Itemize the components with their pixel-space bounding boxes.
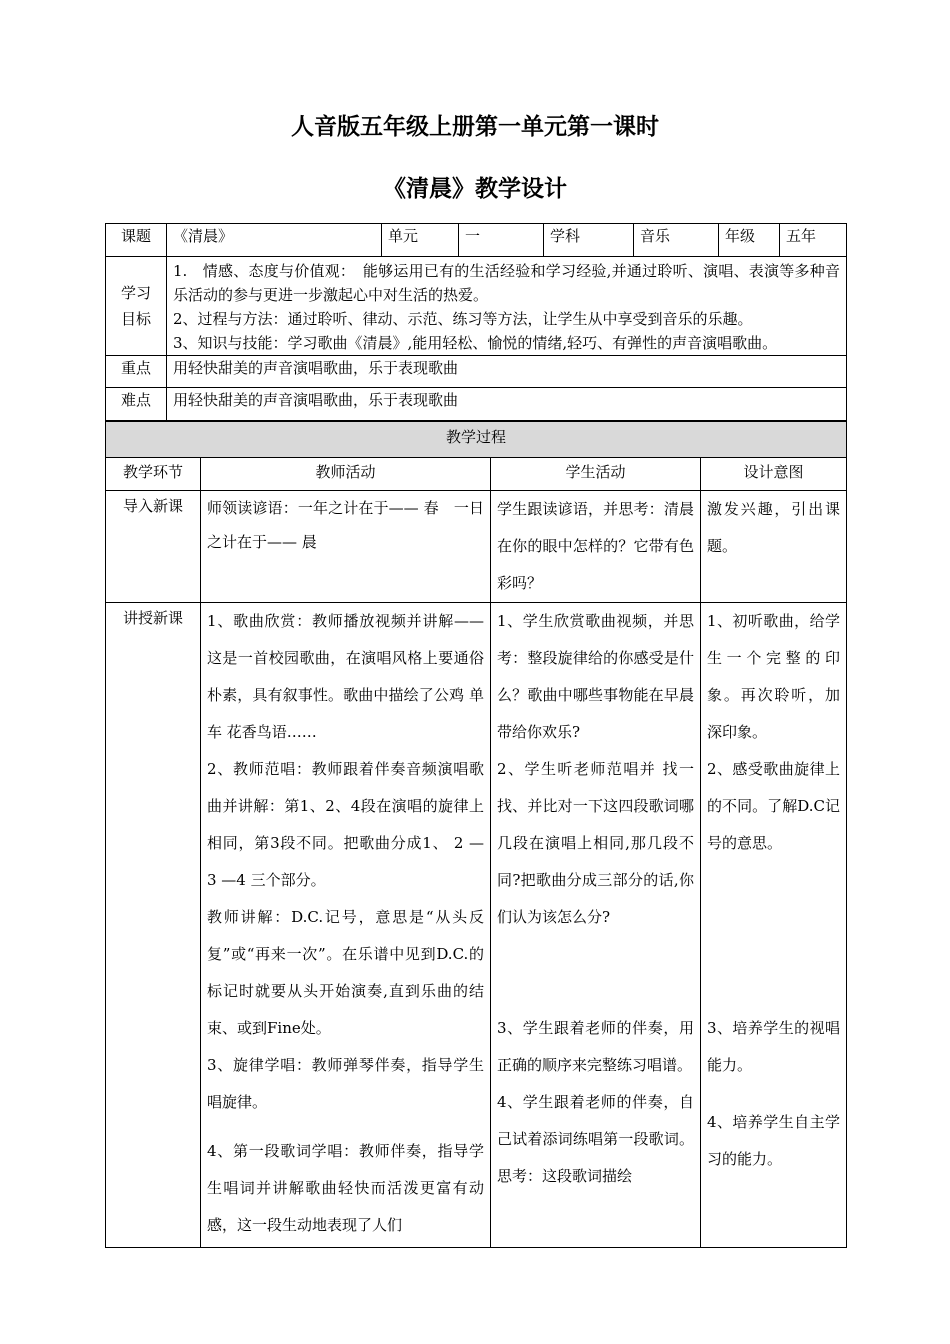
student-activity-item: 4、学生跟着老师的伴奏，自己试着添词练唱第一段歌词。思考：这段歌词描绘: [497, 1093, 694, 1185]
keti-label: 课题: [106, 224, 167, 257]
purpose-item: 1、初听歌曲，给学生一个完整的印象。再次聆听，加深印象。: [707, 612, 841, 741]
nianji-value: 五年: [780, 224, 847, 257]
purpose-item: 2、感受歌曲旋律上的不同。了解D.C记号的意思。: [707, 760, 841, 852]
nandian-value: 用轻快甜美的声音演唱歌曲，乐于表现歌曲: [167, 388, 847, 421]
intro-teacher: [201, 491, 491, 603]
zhongdian-label: 重点: [106, 356, 167, 388]
objective-item: 3、知识与技能：学习歌曲《清晨》,能用轻松、愉悦的情绪,轻巧、有弹性的声音演唱歌曲。: [173, 334, 778, 352]
teacher-activity-item: 4、第一段歌词学唱：教师伴奏，指导学生唱词并讲解歌曲轻快而活泼更富有动感，这一段生动地表现了人们: [207, 1142, 484, 1234]
column-purpose: 设计意图: [701, 458, 847, 491]
objectives-label-line2: 目标: [120, 310, 151, 328]
teacher-activity-item: 2、教师范唱：教师跟着伴奏音频演唱歌曲并讲解：第1、2、4段在演唱的旋律上相同，第3段不同。把歌曲分成1、 2 — 3 —4 三个部分。: [207, 760, 484, 889]
process-header-row: [106, 422, 847, 458]
xueke-value: 音乐: [634, 224, 719, 257]
nandian-label: 难点: [106, 388, 167, 421]
zhongdian-row: [106, 356, 847, 388]
purpose-item: 3、培养学生的视唱能力。: [707, 1019, 841, 1074]
danyuan-value: 一: [459, 224, 544, 257]
objective-item: 2、过程与方法：通过聆听、律动、示范、练习等方法，让学生从中享受到音乐的乐趣。: [173, 310, 753, 328]
intro-student: [491, 491, 701, 603]
danyuan-label: 单元: [382, 224, 459, 257]
spacer: [707, 862, 840, 1010]
zhongdian-value: 用轻快甜美的声音演唱歌曲，乐于表现歌曲: [167, 356, 847, 388]
process-table: [105, 421, 847, 1248]
info-row: [106, 224, 847, 257]
column-stage: 教学环节: [106, 458, 201, 491]
objectives-label: [106, 257, 167, 356]
objectives-row: [106, 257, 847, 356]
intro-student-text: 学生跟读谚语，并思考：清晨在你的眼中怎样的？它带有色彩吗？: [497, 500, 694, 592]
spacer: [207, 1121, 484, 1133]
lecture-purpose: [701, 603, 847, 1248]
teacher-activity-item: 1、歌曲欣赏：教师播放视频并讲解—— 这是一首校园歌曲，在演唱风格上要通俗朴素，具有叙事性。歌曲中描绘了公鸡 单车 花香鸟语……: [207, 612, 484, 741]
intro-purpose: [701, 491, 847, 603]
intro-stage: 导入新课: [106, 491, 201, 603]
document-title: 人音版五年级上册第一单元第一课时: [291, 113, 659, 140]
objective-item: 1. 情感、态度与价值观： 能够运用已有的生活经验和学习经验,并通过聆听、演唱、表演等多种音乐活动的参与更进一步激起心中对生活的热爱。: [173, 262, 840, 304]
nianji-label: 年级: [719, 224, 780, 257]
xueke-label: 学科: [544, 224, 634, 257]
lecture-teacher: [201, 603, 491, 1248]
intro-teacher-text: 师领读谚语：一年之计在于—— 春 一日之计在于—— 晨: [207, 499, 484, 551]
lecture-row: [106, 603, 847, 1248]
keti-value: 《清晨》: [167, 224, 382, 257]
student-activity-item: 2、学生听老师范唱并 找一找、并比对一下这四段歌词哪几段在演唱上相同,那几段不同?把歌曲分成三部分的话,你们认为该怎么分?: [497, 760, 694, 926]
teacher-activity-item: 3、旋律学唱：教师弹琴伴奏，指导学生唱旋律。: [207, 1056, 484, 1111]
column-teacher: 教师活动: [201, 458, 491, 491]
document-subtitle: 《清晨》教学设计: [383, 175, 567, 202]
lecture-student: [491, 603, 701, 1248]
teacher-activity-item: 教师讲解：D.C.记号，意思是“从头反复”或“再来一次”。在乐谱中见到D.C.的标记时就要从头开始演奏,直到乐曲的结束、或到Fine处。: [207, 908, 484, 1037]
objectives-label-line1: 学习: [120, 284, 151, 302]
student-activity-item: 3、学生跟着老师的伴奏，用正确的顺序来完整练习唱谱。: [497, 1019, 694, 1074]
intro-row: [106, 491, 847, 603]
purpose-item: 4、培养学生自主学习的能力。: [707, 1113, 841, 1168]
spacer: [707, 1084, 840, 1104]
intro-purpose-text: 激发兴趣，引出课题。: [707, 500, 841, 555]
spacer: [497, 936, 694, 1010]
info-table: [105, 223, 847, 421]
process-header: 教学过程: [106, 422, 847, 458]
lecture-stage: 讲授新课: [106, 603, 201, 1248]
objectives-content: [167, 257, 847, 356]
student-activity-item: 1、学生欣赏歌曲视频，并思考：整段旋律给的你感受是什么？歌曲中哪些事物能在早晨带给你欢乐?: [497, 612, 694, 741]
nandian-row: [106, 388, 847, 421]
column-student: 学生活动: [491, 458, 701, 491]
process-columns-row: [106, 458, 847, 491]
